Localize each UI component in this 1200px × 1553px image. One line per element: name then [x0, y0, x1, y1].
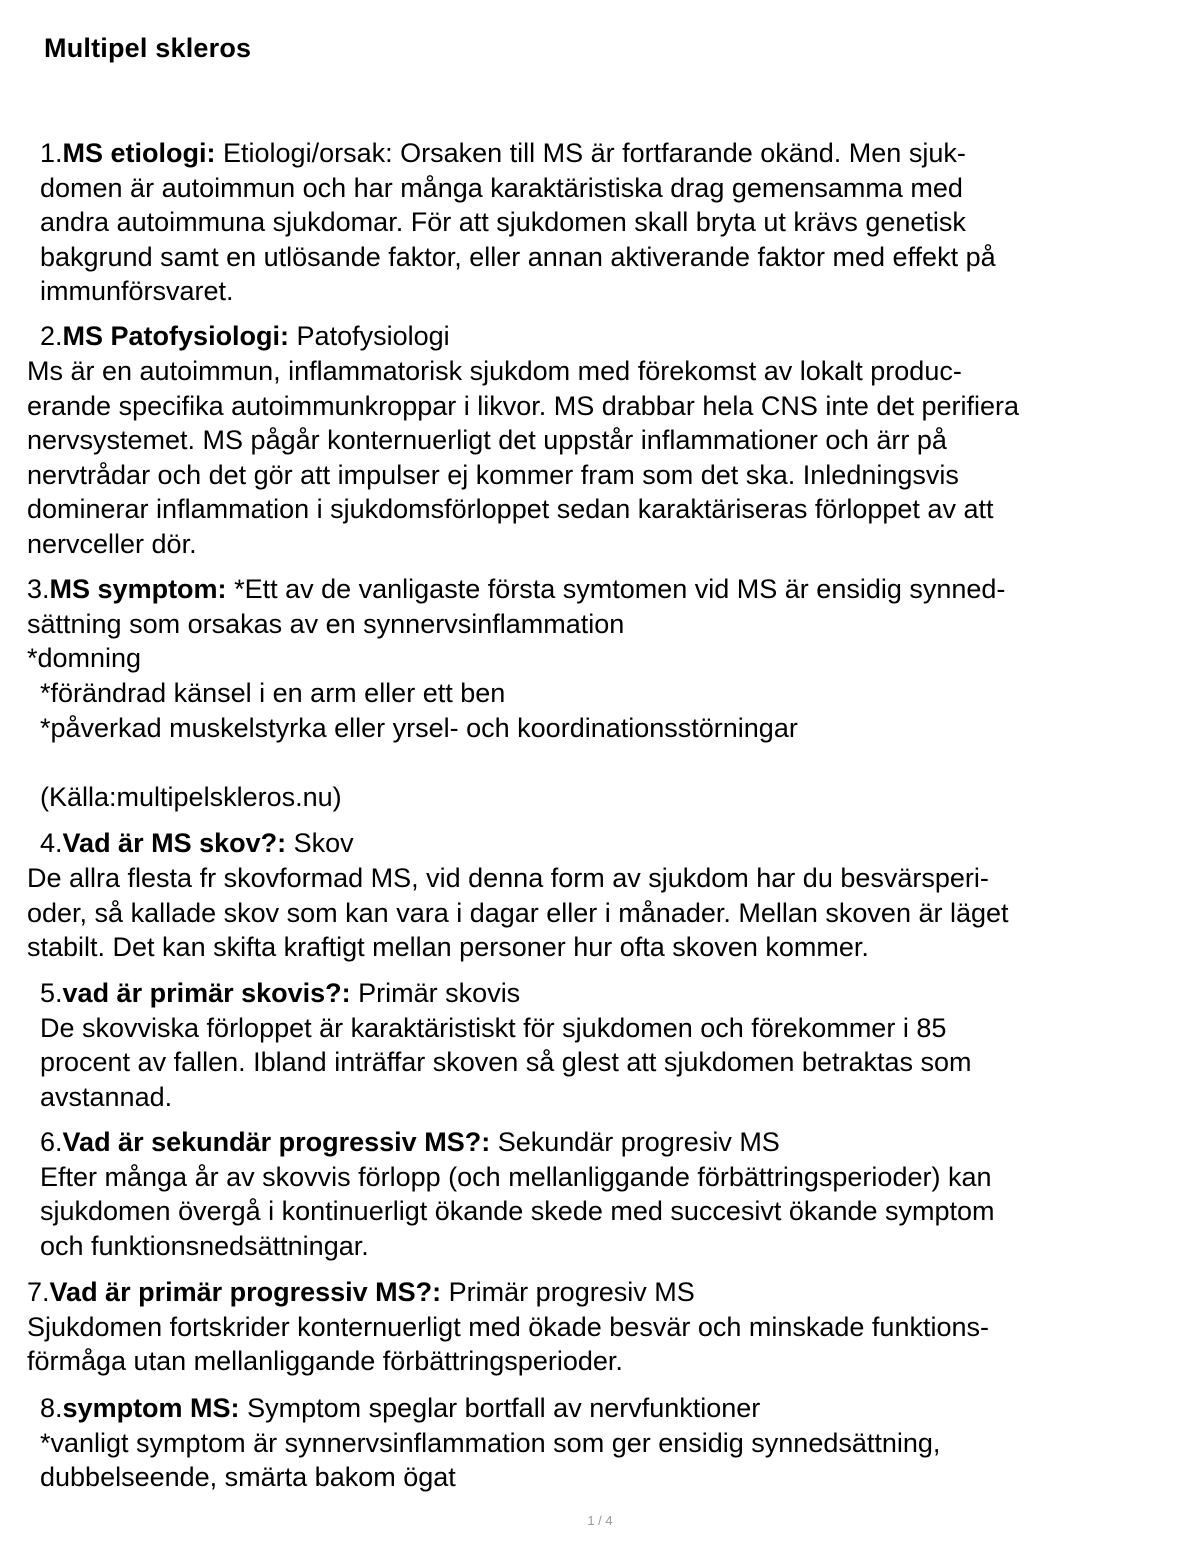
body-line: förmåga utan mellanliggande förbättringsperioder.	[27, 1346, 623, 1376]
body-line: dubbelseende, smärta bakom ögat	[40, 1462, 456, 1492]
section-heading-text: Primär progresiv MS	[441, 1277, 695, 1307]
body-line: *domning	[27, 643, 142, 673]
section-primar-progressiv	[27, 1275, 989, 1379]
section-sekundar-progressiv	[40, 1125, 995, 1263]
body-line: nervsystemet. MS pågår konternuerligt det uppstår inflammationer och ärr på	[27, 425, 947, 455]
body-line: Sjukdomen fortskrider konternuerligt med ökade besvär och minskade funktions-	[27, 1311, 989, 1342]
section-heading-line	[40, 826, 354, 861]
section-heading: Vad är primär progressiv MS?:	[49, 1277, 442, 1307]
body-line: *vanligt symptom är synnervsinflammation som ger ensidig synnedsättning,	[40, 1427, 941, 1458]
section-heading-line	[40, 976, 972, 1011]
body-line: domen är autoimmun och har många karaktäristiska drag gemensamma med	[40, 172, 963, 203]
body-line: sjukdomen övergå i kontinuerligt ökande skede med succesivt ökande symptom	[40, 1196, 995, 1226]
section-ms-skov-body	[27, 861, 1009, 965]
body-line: De skovviska förloppet är karaktäristiskt för sjukdomen och förekommer i 85	[40, 1012, 947, 1043]
body-line: andra autoimmuna sjukdomar. För att sjukdomen skall bryta ut krävs genetisk	[40, 207, 966, 237]
section-ms-etiologi	[40, 136, 996, 309]
body-line: erande specifika autoimmunkroppar i likvor. MS drabbar hela CNS inte det perifiera	[27, 390, 1019, 421]
section-ms-patofysiologi-body	[27, 354, 1019, 561]
section-number: 8.	[40, 1393, 63, 1423]
section-number: 1.	[40, 138, 63, 168]
section-heading-text: *Ett av de vanligaste första symtomen vid MS är ensidig synned-	[226, 574, 1006, 604]
section-number: 4.	[40, 828, 63, 858]
section-ms-patofysiologi-heading	[40, 319, 450, 354]
body-line: Efter många år av skovvis förlopp (och mellanliggande förbättringsperioder) kan	[40, 1161, 992, 1192]
section-number: 7.	[27, 1277, 50, 1307]
body-line: immunförsvaret.	[40, 276, 234, 306]
body-line: procent av fallen. Ibland inträffar skoven så glest att sjukdomen betraktas som	[40, 1047, 972, 1077]
body-line: avstannad.	[40, 1081, 173, 1112]
body-line: dominerar inflammation i sjukdomsförloppet sedan karaktäriseras förloppet av att	[27, 494, 994, 524]
source-text: (Källa:multipelskleros.nu)	[40, 782, 342, 812]
document-title: Multipel skleros	[44, 33, 252, 63]
body-line: nervtrådar och det gör att impulser ej kommer fram som det ska. Inledningsvis	[27, 459, 959, 490]
section-ms-skov-heading	[40, 826, 354, 861]
body-line: De allra flesta fr skovformad MS, vid denna form av sjukdom har du besvärsperi-	[27, 863, 989, 893]
body-line: Ms är en autoimmun, inflammatorisk sjukdom med förekomst av lokalt produc-	[27, 356, 962, 386]
body-line: och funktionsnedsättningar.	[40, 1230, 369, 1261]
section-primar-skovis	[40, 976, 972, 1114]
section-heading-line	[27, 1275, 989, 1310]
symptom-list-item: *förändrad känsel i en arm eller ett ben	[40, 678, 506, 708]
section-ms-symptom	[27, 572, 1005, 676]
section-heading-line	[40, 1391, 940, 1426]
section-heading-line	[27, 572, 1005, 607]
section-heading-text: Symptom speglar bortfall av nervfunktioner	[239, 1393, 761, 1423]
body-line: sättning som orsakas av en synnervsinflammation	[27, 608, 625, 639]
section-heading-text: Patofysiologi	[289, 321, 450, 351]
symptom-list-item: *påverkad muskelstyrka eller yrsel- och koordinationsstörningar	[40, 712, 798, 743]
section-heading: MS etiologi:	[62, 138, 216, 168]
source-citation	[40, 780, 342, 815]
section-heading-line	[40, 136, 996, 171]
section-number: 6.	[40, 1127, 63, 1157]
section-heading: MS symptom:	[49, 574, 227, 604]
body-line: stabilt. Det kan skifta kraftigt mellan personer hur ofta skoven kommer.	[27, 932, 869, 962]
page-number: 1 / 4	[587, 1513, 613, 1528]
section-heading: Vad är MS skov?:	[62, 828, 287, 858]
section-heading: symptom MS:	[62, 1393, 240, 1423]
section-number: 2.	[40, 321, 63, 351]
section-number: 3.	[27, 574, 50, 604]
section-heading: MS Patofysiologi:	[62, 321, 290, 351]
section-heading-text: Etiologi/orsak: Orsaken till MS är fortfarande okänd. Men sjuk-	[215, 138, 966, 168]
section-number: 5.	[40, 978, 63, 1008]
section-heading-text: Primär skovis	[350, 978, 521, 1008]
section-heading-text: Sekundär progresiv MS	[490, 1127, 780, 1157]
section-symptom-ms	[40, 1391, 940, 1495]
section-heading: Vad är sekundär progressiv MS?:	[62, 1127, 491, 1157]
section-heading: vad är primär skovis?:	[62, 978, 351, 1008]
section-heading-line	[40, 1125, 995, 1160]
section-heading-line	[40, 319, 450, 354]
section-ms-symptom-list	[40, 676, 798, 745]
body-line: nervceller dör.	[27, 528, 197, 559]
body-line: bakgrund samt en utlösande faktor, eller annan aktiverande faktor med effekt på	[40, 241, 996, 272]
body-line: oder, så kallade skov som kan vara i dagar eller i månader. Mellan skoven är läget	[27, 897, 1009, 928]
section-heading-text: Skov	[286, 828, 354, 858]
